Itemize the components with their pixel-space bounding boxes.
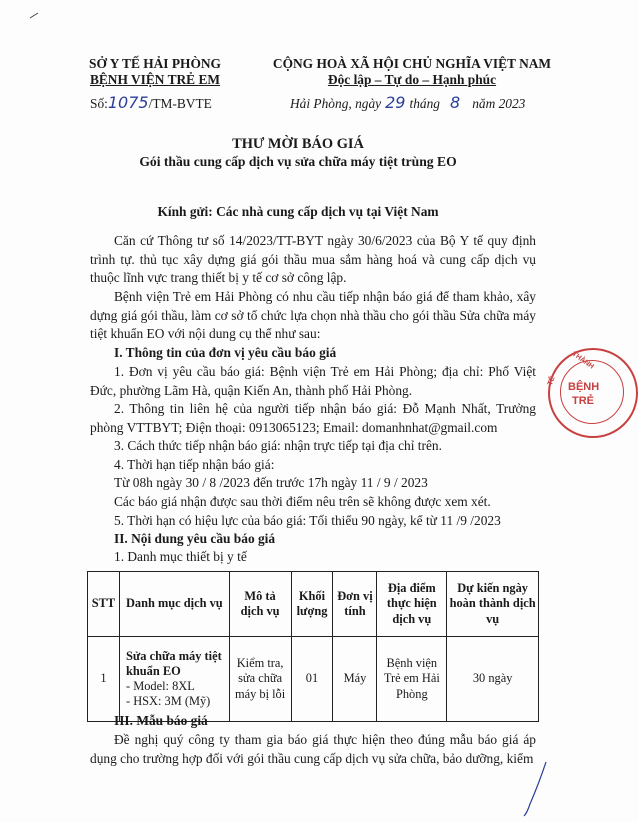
cell-service (119, 637, 229, 722)
cell-unit: Máy (333, 637, 377, 722)
signature-stroke-icon (520, 760, 550, 818)
date-day: 29 (385, 93, 406, 112)
section3-heading: III. Mẫu báo giá (114, 713, 208, 728)
doc-number-prefix: Số: (90, 96, 108, 111)
section1-item3: 3. Cách thức tiếp nhận báo giá: nhận trực tiếp tại địa chỉ trên. (114, 438, 442, 453)
date-place: Hải Phòng, ngày (290, 96, 382, 111)
greeting: Kính gửi: Các nhà cung cấp dịch vụ tại Việt Nam (157, 204, 439, 219)
motto-text: Độc lập – Tự do – Hạnh phúc (327, 72, 497, 87)
cell-quantity: 01 (291, 637, 333, 722)
th-quantity: Khối lượng (291, 572, 333, 637)
stamp-text-top: THÀNH (570, 350, 595, 371)
service-name: Sửa chữa máy tiệt khuẩn EO (125, 648, 222, 678)
section2-sub1: 1. Danh mục thiết bị y tế (114, 549, 247, 564)
intro-paragraph-request: Bệnh viện Trẻ em Hải Phòng có nhu cầu tiếp nhận báo giá để tham khảo, xây dựng giá gói thầu, làm cơ sở tổ chức lựa chọn nhà thầu cho gói thầu Sửa chữa máy tiệt khuẩn EO với nội dung cụ thể như sau: (90, 289, 536, 342)
doc-number-suffix: /TM-BVTE (148, 96, 212, 111)
cell-stt: 1 (88, 637, 120, 722)
issue-date (290, 94, 525, 114)
service-maker: - HSX: 3M (Mỹ) (125, 694, 211, 709)
cell-completion: 30 ngày (447, 637, 539, 722)
document-title: THƯ MỜI BÁO GIÁ (232, 136, 364, 152)
th-location: Địa điểm thực hiện dịch vụ (377, 572, 447, 637)
table-header-row (88, 572, 539, 637)
date-year: năm 2023 (472, 96, 526, 111)
th-stt: STT (88, 572, 120, 637)
document-subtitle: Gói thầu cung cấp dịch vụ sửa chữa máy tiệt trùng EO (139, 154, 457, 169)
section3-text: Đề nghị quý công ty tham gia báo giá thực hiện theo đúng mẫu báo giá áp dụng cho trường hợp đối với gói thầu cung cấp dịch vụ sửa chữa, bảo dưỡng, kiểm (90, 732, 536, 766)
section1-item1: 1. Đơn vị yêu cầu báo giá: Bệnh viện Trẻ em Hải Phòng; địa chỉ: Phố Việt Đức, phường Lãm Hà, quận Kiến An, thành phố Hải Phòng. (90, 364, 536, 398)
org-hospital: BỆNH VIỆN TRẺ EM (89, 72, 221, 87)
th-unit: Đơn vị tính (333, 572, 377, 637)
th-completion: Dự kiến ngày hoàn thành dịch vụ (447, 572, 539, 637)
section1-item5: 5. Thời hạn có hiệu lực của báo giá: Tối thiểu 90 ngày, kể từ 11 /9 /2023 (114, 513, 501, 528)
cell-location: Bệnh viện Trẻ em Hải Phòng (377, 637, 447, 722)
date-month: 8 (450, 93, 461, 112)
official-stamp (548, 348, 638, 438)
section1-item4: 4. Thời hạn tiếp nhận báo giá: (114, 457, 275, 472)
stamp-text-mid: BỆNH (568, 381, 600, 393)
org-department: SỞ Y TẾ HẢI PHÒNG (89, 56, 221, 71)
pen-mark-icon (28, 10, 42, 20)
service-table (87, 571, 539, 722)
th-service: Danh mục dịch vụ (119, 572, 229, 637)
section2-heading: II. Nội dung yêu cầu báo giá (114, 531, 276, 546)
table-row (88, 637, 539, 722)
section1-heading: I. Thông tin của đơn vị yêu cầu báo giá (114, 345, 337, 360)
th-description: Mô tả dịch vụ (229, 572, 291, 637)
section1-item2: 2. Thông tin liên hệ của người tiếp nhận báo giá: Đỗ Mạnh Nhất, Trưởng phòng VTTBYT; Điện thoại: 0913065123; Email: domanhnhat@gmail.com (90, 401, 536, 435)
national-motto (262, 71, 562, 90)
section1-item4-note: Các báo giá nhận được sau thời điểm nêu trên sẽ không được xem xét. (114, 494, 491, 509)
doc-number-handwritten: 1075 (107, 93, 149, 112)
date-month-label: tháng (409, 96, 440, 111)
stamp-text-low: TRẺ (572, 395, 594, 407)
intro-paragraph-legal-basis: Căn cứ Thông tư số 14/2023/TT-BYT ngày 30/6/2023 của Bộ Y tế quy định trình tự. thủ tục xây dựng giá gói thầu mua sắm hàng hoá và cung cấp dịch vụ thuộc lĩnh vực trang thiết bị y tế cơ sở công lập. (90, 233, 536, 286)
cell-description: Kiểm tra, sửa chữa máy bị lỗi (229, 637, 291, 722)
doc-number (90, 94, 212, 114)
service-model: - Model: 8XL (125, 679, 195, 693)
stamp-text-edge: TẾ (546, 375, 557, 387)
section1-item4-range: Từ 08h ngày 30 / 8 /2023 đến trước 17h ngày 11 / 9 / 2023 (114, 475, 428, 490)
national-title: CỘNG HOÀ XÃ HỘI CHỦ NGHĨA VIỆT NAM (272, 56, 552, 71)
